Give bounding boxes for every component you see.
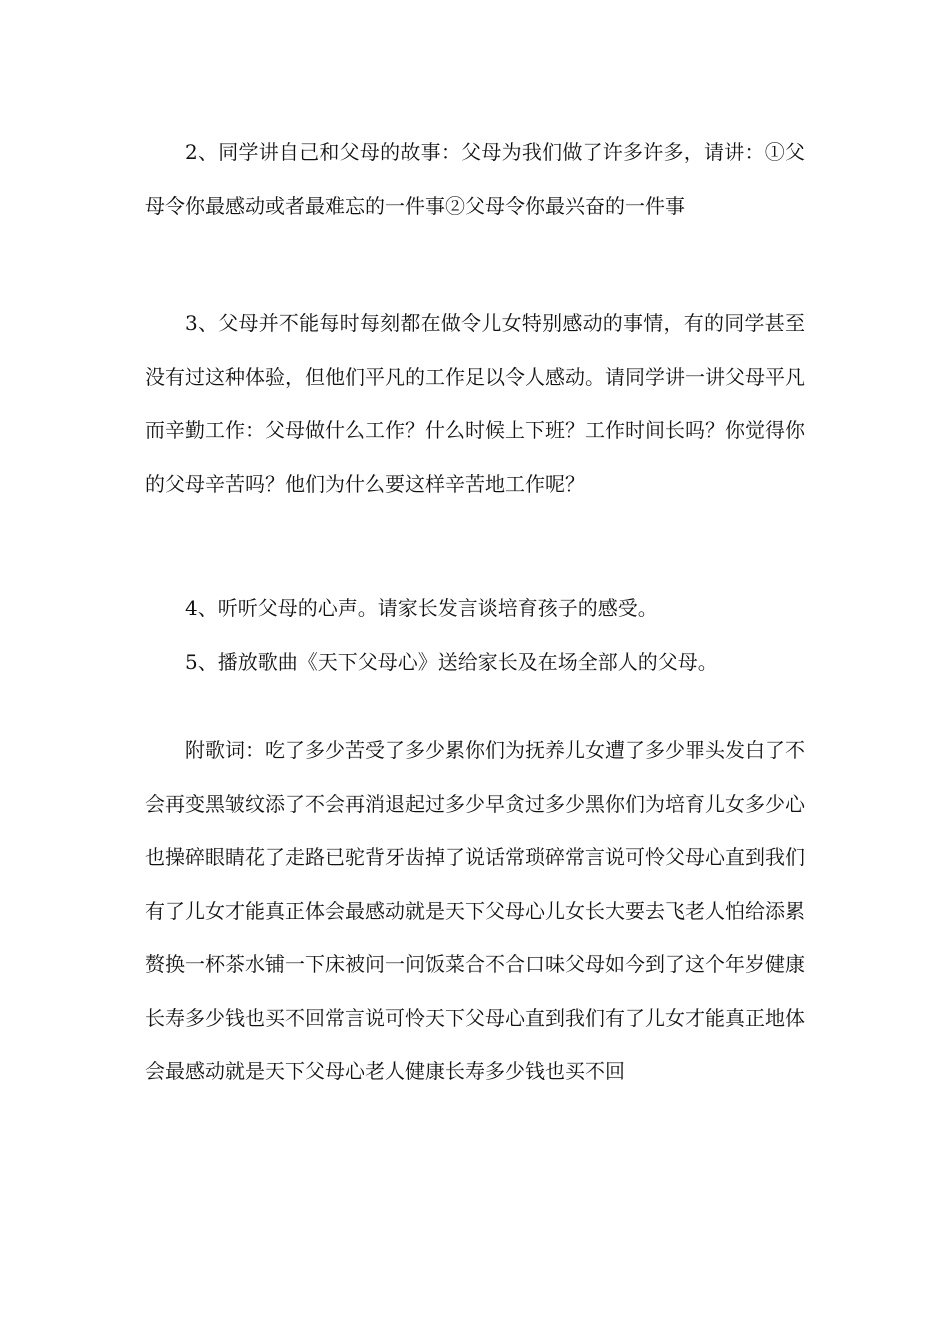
paragraph-item-4: 4、听听父母的心声。请家长发言谈培育孩子的感受。 [185,596,658,620]
lyrics-paragraph: 附歌词：吃了多少苦受了多少累你们为抚养儿女遭了多少罪头发白了不会再变黑皱纹添了不会再消退起过多少早贪过多少黑你们为培育儿女多少心也操碎眼睛花了走路已驼背牙齿掉了说话常琐碎常言说可怜父母心直到我们有了儿女才能真正体会最感动就是天下父母心儿女长大要去飞老人怕给添累赘换一杯茶水铺一下床被问一问饭菜合不合口味父母如今到了这个年岁健康长寿多少钱也买不回常言说可怜天下父母心直到我们有了儿女才能真正地体会最感动就是天下父母心老人健康长寿多少钱也买不回 [145,738,805,1083]
paragraph-item-3: 3、父母并不能每时每刻都在做令儿女特别感动的事情，有的同学甚至没有过这种体验，但他们平凡的工作足以令人感动。请同学讲一讲父母平凡而辛勤工作：父母做什么工作？什么时候上下班？工作时间长吗？你觉得你的父母辛苦吗？他们为什么要这样辛苦地工作呢？ [145,311,805,496]
paragraph-item-2: 2、同学讲自己和父母的故事：父母为我们做了许多许多，请讲：①父母令你最感动或者最难忘的一件事②父母令你最兴奋的一件事 [145,140,805,218]
paragraph-item-5: 5、播放歌曲《天下父母心》送给家长及在场全部人的父母。 [185,650,718,674]
